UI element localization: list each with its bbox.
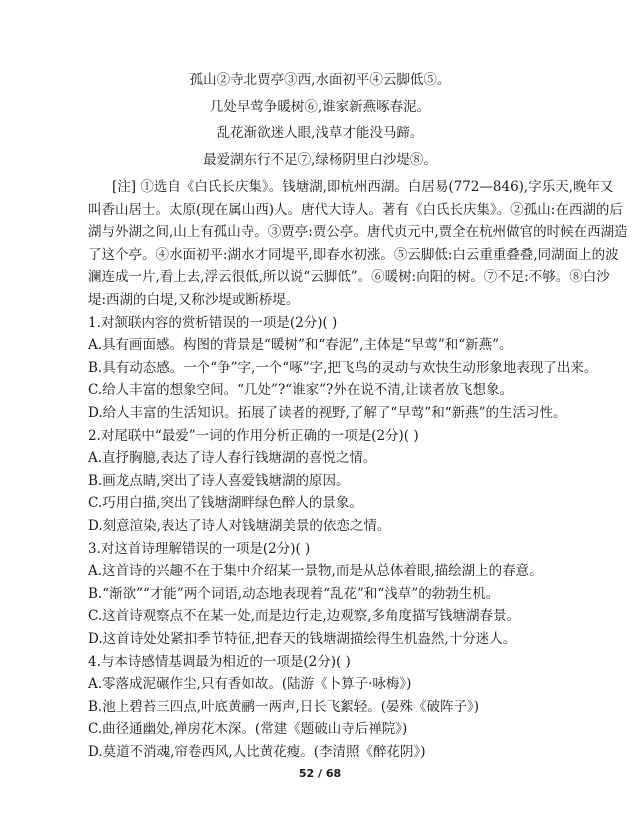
note-line: 湖与外湖之间,山上有孤山寺。③贾亭:贾公亭。唐代贞元中,贾全在杭州做官的时候在西湖造 [88, 224, 628, 241]
option-b: B.池上碧苔三四点,叶底黄鹂一两声,日长飞絮轻。(晏殊《破阵子》) [88, 698, 480, 715]
option-a: A.具有画面感。构图的背景是“暖树”和“春泥”,主体是“早莺”和“新燕”。 [88, 337, 513, 354]
note-line: 堤:西湖的白堤,又称沙堤或断桥堤。 [88, 292, 300, 308]
option-c: C.巧用白描,突出了钱塘湖畔绿色醉人的景象。 [88, 495, 363, 512]
option-a: A.直抒胸臆,表达了诗人春行钱塘湖的喜悦之情。 [88, 450, 377, 467]
option-a: A.这首诗的兴趣不在于集中介绍某一景物,而是从总体着眼,描绘湖上的春意。 [88, 563, 543, 580]
question-stem: 4.与本诗感情基调最为相近的一项是(2分)( ) [88, 653, 351, 670]
note-line: 叫香山居士。太原(现在属山西)人。唐代大诗人。著有《白氏长庆集》。②孤山:在西湖的后 [88, 201, 623, 218]
option-c: C.这首诗观察点不在某一处,而是边行走,边观察,多角度描写钱塘湖春景。 [88, 608, 521, 625]
note-line: 澜连成一片,看上去,浮云很低,所以说“云脚低”。⑥暖树:向阳的树。⑦不足:不够。⑧白沙 [88, 269, 610, 286]
poem-line: 孤山②寺北贾亭③西,水面初平④云脚低⑤。 [189, 72, 451, 88]
question-stem: 3.对这首诗理解错误的一项是(2分)( ) [88, 540, 311, 557]
option-d: D.莫道不消魂,帘卷西风,人比黄花瘦。(李清照《醉花阴》) [88, 744, 426, 760]
poem-line: 最爱湖东行不足⑦,绿杨阴里白沙堤⑧。 [203, 152, 437, 168]
option-c: C.给人丰富的想象空间。“几处”?“谁家”?外在说不清,让读者放飞想象。 [88, 382, 514, 399]
option-c: C.曲径通幽处,禅房花木深。(常建《题破山寺后禅院》) [88, 721, 408, 738]
question-stem: 2.对尾联中“最爱”一词的作用分析正确的一项是(2分)( ) [88, 427, 419, 444]
option-d: D.刻意渲染,表达了诗人对钱塘湖美景的依恋之情。 [88, 518, 391, 534]
poem-line: 几处早莺争暖树⑥,谁家新燕啄春泥。 [209, 99, 431, 115]
option-d: D.给人丰富的生活知识。拓展了读者的视野,了解了“早莺”和“新燕”的生活习性。 [88, 405, 567, 421]
option-b: B.画龙点睛,突出了诗人喜爱钱塘湖的原因。 [88, 472, 350, 489]
option-a: A.零落成泥碾作尘,只有香如故。(陆游《卜算子·咏梅》) [88, 676, 412, 693]
page-number: 52 / 68 [298, 766, 342, 780]
poem-line: 乱花渐欲迷人眼,浅草才能没马蹄。 [216, 125, 424, 141]
option-b: B.具有动态感。一个“争”字,一个“啄”字,把飞鸟的灵动与欢快生动形象地表现了出来。 [88, 359, 598, 376]
note-line: 了这个亭。④水面初平:湖水才同堤平,即春水初涨。⑤云脚低:白云重重叠叠,同湖面上的波 [88, 246, 619, 263]
option-d: D.这首诗处处紧扣季节特征,把春天的钱塘湖描绘得生机盎然,十分迷人。 [88, 631, 517, 647]
question-stem: 1.对颔联内容的赏析错误的一项是(2分)( ) [88, 314, 338, 331]
option-b: B.“渐欲”“才能”两个词语,动态地表现着“乱花”和“浅草”的勃勃生机。 [88, 585, 500, 602]
note-line: [注] ①选自《白氏长庆集》。钱塘湖,即杭州西湖。白居易(772—846),字乐天,晚年又 [112, 179, 614, 195]
